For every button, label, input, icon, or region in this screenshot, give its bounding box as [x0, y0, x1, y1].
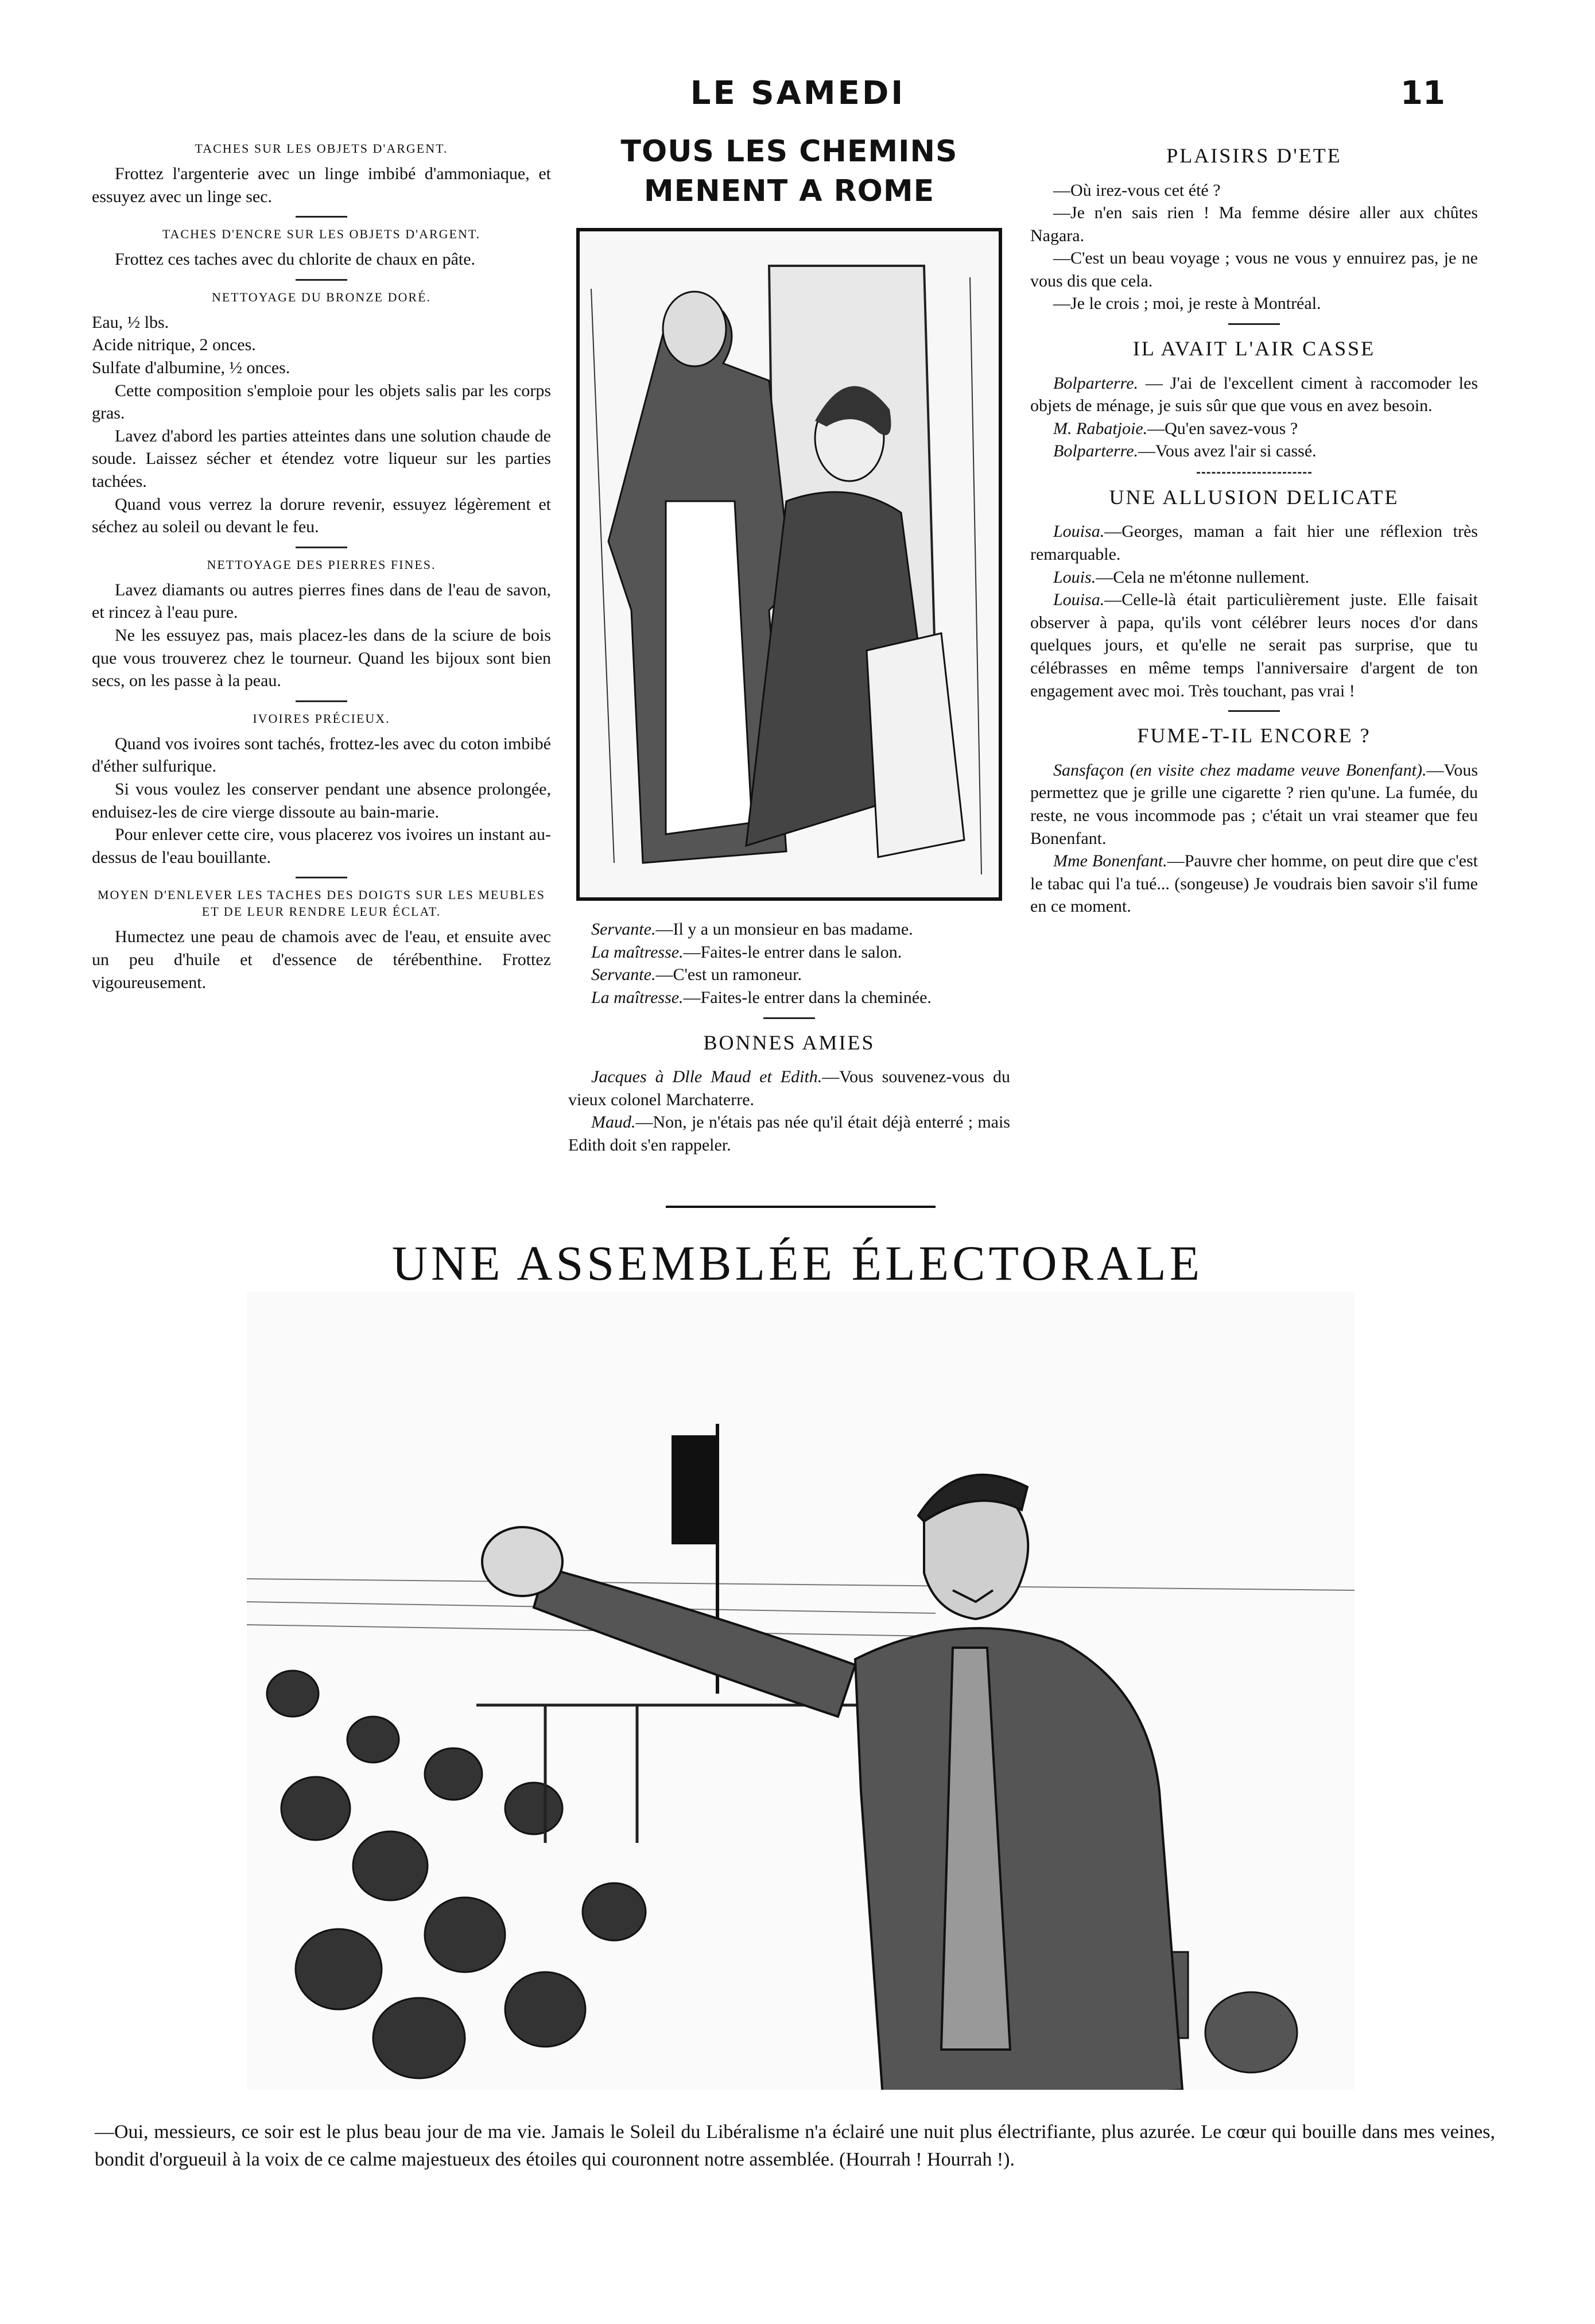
dialogue-text: —Faites-le entrer dans le salon. [683, 942, 902, 962]
dialogue-line [568, 1111, 1010, 1156]
divider [296, 877, 347, 878]
dialogue-line [1030, 372, 1478, 417]
speaker: Louisa. [1053, 590, 1105, 610]
section-heading: BONNES AMIES [703, 1031, 875, 1054]
section-heading: TACHES SUR LES OBJETS D'ARGENT. [195, 141, 448, 156]
section-heading: IL AVAIT L'AIR CASSE [1132, 337, 1376, 361]
paragraph: Lavez diamants ou autres pierres fines dans de l'eau de savon, et rincez à l'eau pure. [92, 580, 551, 622]
speaker: Bolparterre. [1053, 373, 1139, 393]
recipe-line: Eau, ½ lbs. [92, 312, 169, 332]
paragraph: Cette composition s'emploie pour les objets salis par les corps gras. [92, 381, 551, 423]
dialogue-text: —Vous avez l'air si cassé. [1138, 441, 1317, 461]
speaker: Bolparterre. [1053, 441, 1139, 461]
dialogue-text: —Faites-le entrer dans la cheminée. [683, 988, 932, 1008]
paragraph: Frottez l'argenterie avec un linge imbibé d'ammoniaque, et essuyez avec un linge sec. [92, 164, 551, 206]
paragraph: Si vous voulez les conserver pendant une absence prolongée, enduisez-les de cire vierge dissoute au bain-marie. [92, 780, 551, 822]
speaker: Louis. [1053, 567, 1096, 587]
dialogue-text: —Celle-là était particulièrement juste. Elle faisait observer à papa, qu'ils vont célébrer leurs noces d'or dans quelques jours, et qu'elle ne serait pas surprise, que tu célébrasses en même temps l'anniversaire d'argent de ton engagement avec moi. Très touchant, pas vrai ! [1030, 590, 1478, 700]
divider [1228, 323, 1280, 325]
dialogue-line [1030, 417, 1478, 440]
dialogue-line: —C'est un beau voyage ; vous ne vous y ennuirez pas, je ne vous dis que cela. [1030, 249, 1478, 290]
cartoon-illustration [576, 228, 1002, 901]
engraving-caption: —Oui, messieurs, ce soir est le plus beau jour de ma vie. Jamais le Soleil du Libéralisme n'a éclairé une nuit plus électrifiante, plus azurée. Le cœur qui bouille dans mes veines, bondit d'orgueuil à la voix de ce calme majestueux des étoiles qui couronnent notre assemblée. (Hourrah ! Hourrah !). [95, 2121, 1495, 2170]
section-heading: UNE ALLUSION DELICATE [1109, 485, 1399, 509]
paragraph: Humectez une peau de chamois avec de l'eau, et ensuite avec un peu d'huile et d'essence de térébenthine. Frottez vigoureusement. [92, 927, 551, 992]
speaker: Jacques à Dlle Maud et Edith. [591, 1067, 822, 1087]
section-heading: TACHES D'ENCRE SUR LES OBJETS D'ARGENT. [162, 227, 481, 242]
dialogue-line [568, 963, 1010, 986]
recipe-line: Acide nitrique, 2 onces. [92, 335, 256, 355]
dialogue-line: —Je n'en sais rien ! Ma femme désire aller aux chûtes Nagara. [1030, 203, 1478, 245]
speaker: La maîtresse. [591, 942, 684, 962]
dialogue-text: —Vous souvenez-vous du vieux colonel Marchaterre. [568, 1067, 1010, 1109]
divider [296, 216, 347, 218]
divider [1197, 472, 1311, 474]
dialogue-line [1030, 566, 1478, 589]
dialogue-line [568, 1066, 1010, 1111]
paragraph: Frottez ces taches avec du chlorite de chaux en pâte. [115, 250, 476, 269]
masthead [0, 75, 1595, 115]
dialogue-line [1030, 440, 1478, 463]
dialogue-line: —Je le crois ; moi, je reste à Montréal. [1053, 294, 1321, 313]
engraving-title: UNE ASSEMBLÉE ÉLECTORALE [391, 1235, 1204, 1291]
dialogue-line [568, 986, 1010, 1009]
divider [296, 547, 347, 548]
orator-and-crowd-drawing [247, 1292, 1355, 2090]
dialogue-text: —Georges, maman a fait hier une réflexion très remarquable. [1030, 522, 1478, 564]
speaker: La maîtresse. [591, 988, 684, 1008]
dialogue-line [1030, 850, 1478, 918]
dialogue-text: —Pauvre cher homme, on peut dire que c'est le tabac qui l'a tué... (songeuse) Je voudrais bien savoir s'il fume en ce moment. [1030, 851, 1478, 916]
dialogue-line [1030, 588, 1478, 702]
dialogue-text: — J'ai de l'excellent ciment à raccomoder les objets de ménage, je suis sûr que que vous en avez besoin. [1030, 373, 1478, 416]
paragraph: Quand vos ivoires sont tachés, frottez-les avec du coton imbibé d'éther sulfurique. [92, 734, 551, 776]
divider [763, 1017, 815, 1019]
divider [296, 279, 347, 281]
recipe-line: Sulfate d'albumine, ½ onces. [92, 358, 290, 378]
section-heading: PLAISIRS D'ETE [1166, 144, 1342, 167]
newspaper-title: LE SAMEDI [690, 75, 906, 112]
dialogue-text: —Qu'en savez-vous ? [1147, 419, 1298, 438]
section-heading: FUME-T-IL ENCORE ? [1137, 724, 1371, 747]
dialogue-text: —Cela ne m'étonne nullement. [1096, 567, 1310, 587]
section-heading: NETTOYAGE DU BRONZE DORÉ. [211, 289, 432, 304]
dialogue-line: —Où irez-vous cet été ? [1053, 180, 1221, 200]
speaker: Servante. [591, 920, 656, 939]
speaker: Mme Bonenfant. [1053, 851, 1167, 871]
dialogue-line [1030, 759, 1478, 850]
dialogue-text: —Non, je n'étais pas née qu'il était déjà enterré ; mais Edith doit s'en rappeler. [568, 1113, 1010, 1155]
speaker: Louisa. [1053, 522, 1105, 541]
paragraph: Quand vous verrez la dorure revenir, essuyez légèrement et séchez au soleil ou devant le feu. [92, 494, 551, 537]
paragraph: Lavez d'abord les parties atteintes dans une solution chaude de soude. Laissez sécher et étendez votre liqueur sur les parties tachées. [92, 426, 551, 491]
electoral-assembly-engraving [247, 1292, 1355, 2090]
section-divider [666, 1206, 936, 1208]
dialogue-line [568, 941, 1010, 964]
section-heading: MOYEN D'ENLEVER LES TACHES DES DOIGTS SUR LES MEUBLES ET DE LEUR RENDRE LEUR ÉCLAT. [97, 888, 546, 919]
dialogue-text: —C'est un ramoneur. [655, 965, 802, 985]
divider [296, 700, 347, 702]
speaker: Maud. [591, 1113, 636, 1132]
speaker: Sansfaçon (en visite chez madame veuve Bonenfant). [1053, 760, 1427, 780]
paragraph: Pour enlever cette cire, vous placerez vos ivoires un instant au-dessus de l'eau bouillante. [92, 825, 551, 867]
servant-and-lady-drawing [580, 231, 999, 897]
speaker: Servante. [591, 965, 656, 985]
column-anecdotes [1030, 132, 1478, 918]
speaker: M. Rabatjoie. [1053, 419, 1148, 438]
section-heading: IVOIRES PRÉCIEUX. [253, 711, 390, 726]
cartoon-title: TOUS LES CHEMINS MENENT A ROME [620, 134, 958, 208]
divider [1228, 710, 1280, 712]
column-household-tips [92, 132, 551, 994]
section-heading: NETTOYAGE DES PIERRES FINES. [207, 557, 436, 572]
page-number: 11 [1400, 75, 1445, 112]
dialogue-text: —Vous permettez que je grille une cigarette ? rien qu'une. La fumée, du reste, ne vous incommode pas ; c'était un vrai steamer que feu Bonenfant. [1030, 760, 1478, 848]
dialogue-text: —Il y a un monsieur en bas madame. [655, 920, 913, 939]
paragraph: Ne les essuyez pas, mais placez-les dans de la sciure de bois que vous trouverez chez le tourneur. Quand les bijoux sont bien secs, on les passe à la peau. [92, 626, 551, 691]
dialogue-line [568, 918, 1010, 941]
dialogue-line [1030, 520, 1478, 565]
column-cartoon [568, 132, 1010, 1157]
